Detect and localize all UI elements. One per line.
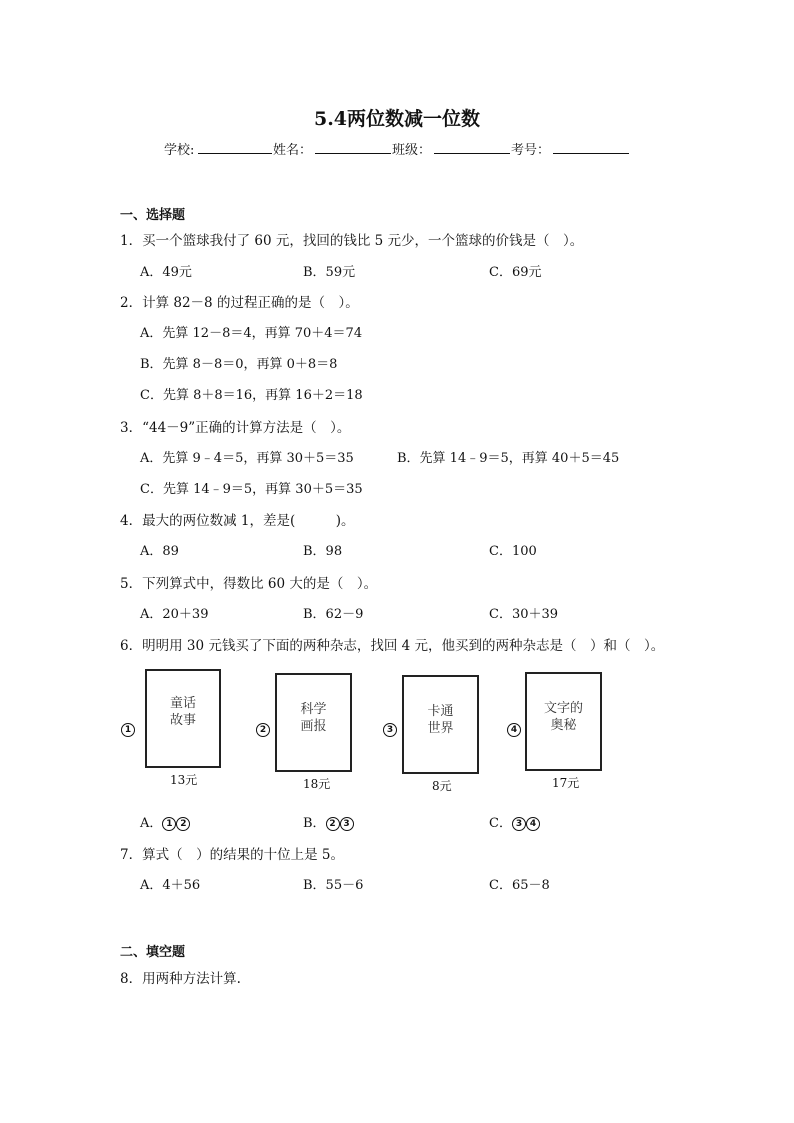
- q3-option-a[interactable]: A．先算 9﹣4＝5，再算 30＋5＝35: [140, 451, 354, 466]
- q6-option-c-second: 4: [526, 817, 540, 831]
- q6-option-b-second: 3: [340, 817, 354, 831]
- q6-option-b[interactable]: [303, 812, 354, 831]
- name-label: 姓名：: [273, 143, 313, 158]
- q7-option-c[interactable]: C．65－8: [489, 878, 550, 893]
- page-title: 5.4两位数减一位数: [313, 108, 481, 130]
- q6-option-c[interactable]: [489, 812, 540, 831]
- q6-option-b-prefix: B．: [303, 816, 326, 831]
- q4-option-a[interactable]: A．89: [140, 544, 179, 559]
- q5-option-a[interactable]: A．20＋39: [140, 607, 209, 622]
- magazine-1-title-line2: 故事: [169, 713, 196, 728]
- q6-option-a-prefix: A．: [140, 816, 163, 831]
- q5-option-c[interactable]: C．30＋39: [489, 607, 559, 622]
- q6-option-c-prefix: C．: [489, 816, 512, 831]
- question-4: 4．最大的两位数减 1，差是( )。: [120, 513, 355, 529]
- id-label: 考号：: [511, 143, 551, 158]
- q6-option-c-first: 3: [512, 817, 526, 831]
- q3-option-c[interactable]: C．先算 14﹣9＝5，再算 30＋5＝35: [140, 482, 363, 497]
- section-title-fill: 二、填空题: [120, 945, 186, 960]
- question-2: 2．计算 82－8 的过程正确的是（ ）。: [120, 295, 359, 311]
- magazine-2-title-line2: 画报: [300, 719, 327, 734]
- magazine-4-title-line1: 文字的: [543, 701, 583, 716]
- q7-option-a[interactable]: A．4＋56: [140, 878, 201, 893]
- question-5: 5．下列算式中，得数比 60 大的是（ ）。: [120, 576, 378, 592]
- section-title-choice: 一、选择题: [120, 208, 186, 223]
- q6-option-a-second: 2: [176, 817, 190, 831]
- magazine-3-title-line1: 卡通: [427, 704, 454, 719]
- question-8: 8．用两种方法计算.: [120, 971, 241, 987]
- q3-option-b[interactable]: B．先算 14﹣9＝5，再算 40＋5＝45: [397, 451, 620, 466]
- magazine-1-cover: [145, 669, 221, 768]
- magazine-2-number: 2: [256, 723, 270, 737]
- question-3: 3．“44－9”正确的计算方法是（ ）。: [120, 420, 351, 436]
- magazine-1-number: 1: [121, 723, 135, 737]
- q2-option-c[interactable]: C．先算 8＋8＝16，再算 16＋2＝18: [140, 388, 363, 403]
- magazine-3-price: 8元: [432, 779, 452, 793]
- magazine-2-price: 18元: [303, 777, 331, 791]
- magazine-1-title-line1: 童话: [169, 696, 196, 711]
- q6-option-a[interactable]: [140, 812, 190, 831]
- magazine-4-price: 17元: [552, 776, 580, 790]
- q1-option-a[interactable]: A．49元: [140, 265, 192, 280]
- q4-option-c[interactable]: C．100: [489, 544, 537, 559]
- magazine-4-cover: [525, 672, 602, 771]
- q2-option-a[interactable]: A．先算 12－8＝4，再算 70＋4＝74: [140, 326, 363, 341]
- question-7: 7．算式（ ）的结果的十位上是 5。: [120, 847, 344, 863]
- q6-option-b-first: 2: [326, 817, 340, 831]
- magazine-3-cover: [402, 675, 479, 774]
- q1-option-b[interactable]: B．59元: [303, 265, 356, 280]
- school-label: 学校:: [164, 143, 195, 158]
- magazine-1-price: 13元: [170, 773, 198, 787]
- q4-option-b[interactable]: B．98: [303, 544, 343, 559]
- question-1: 1．买一个篮球我付了 60 元，找回的钱比 5 元少，一个篮球的价钱是（ ）。: [120, 233, 584, 249]
- q5-option-b[interactable]: B．62－9: [303, 607, 364, 622]
- q2-option-b[interactable]: B．先算 8－8＝0，再算 0＋8＝8: [140, 357, 338, 372]
- magazine-4-number: 4: [507, 723, 521, 737]
- q6-option-a-first: 1: [162, 817, 176, 831]
- magazine-2-title-line1: 科学: [300, 702, 327, 717]
- magazine-3-title-line2: 世界: [427, 721, 454, 736]
- magazine-2-cover: [275, 673, 352, 772]
- q1-option-c[interactable]: C．69元: [489, 265, 542, 280]
- magazine-4-title-line2: 奥秘: [550, 718, 577, 733]
- question-6: 6．明明用 30 元钱买了下面的两种杂志，找回 4 元，他买到的两种杂志是（ ）和（ ）。: [120, 638, 665, 654]
- q7-option-b[interactable]: B．55－6: [303, 878, 364, 893]
- magazine-3-number: 3: [383, 723, 397, 737]
- class-label: 班级：: [392, 143, 432, 158]
